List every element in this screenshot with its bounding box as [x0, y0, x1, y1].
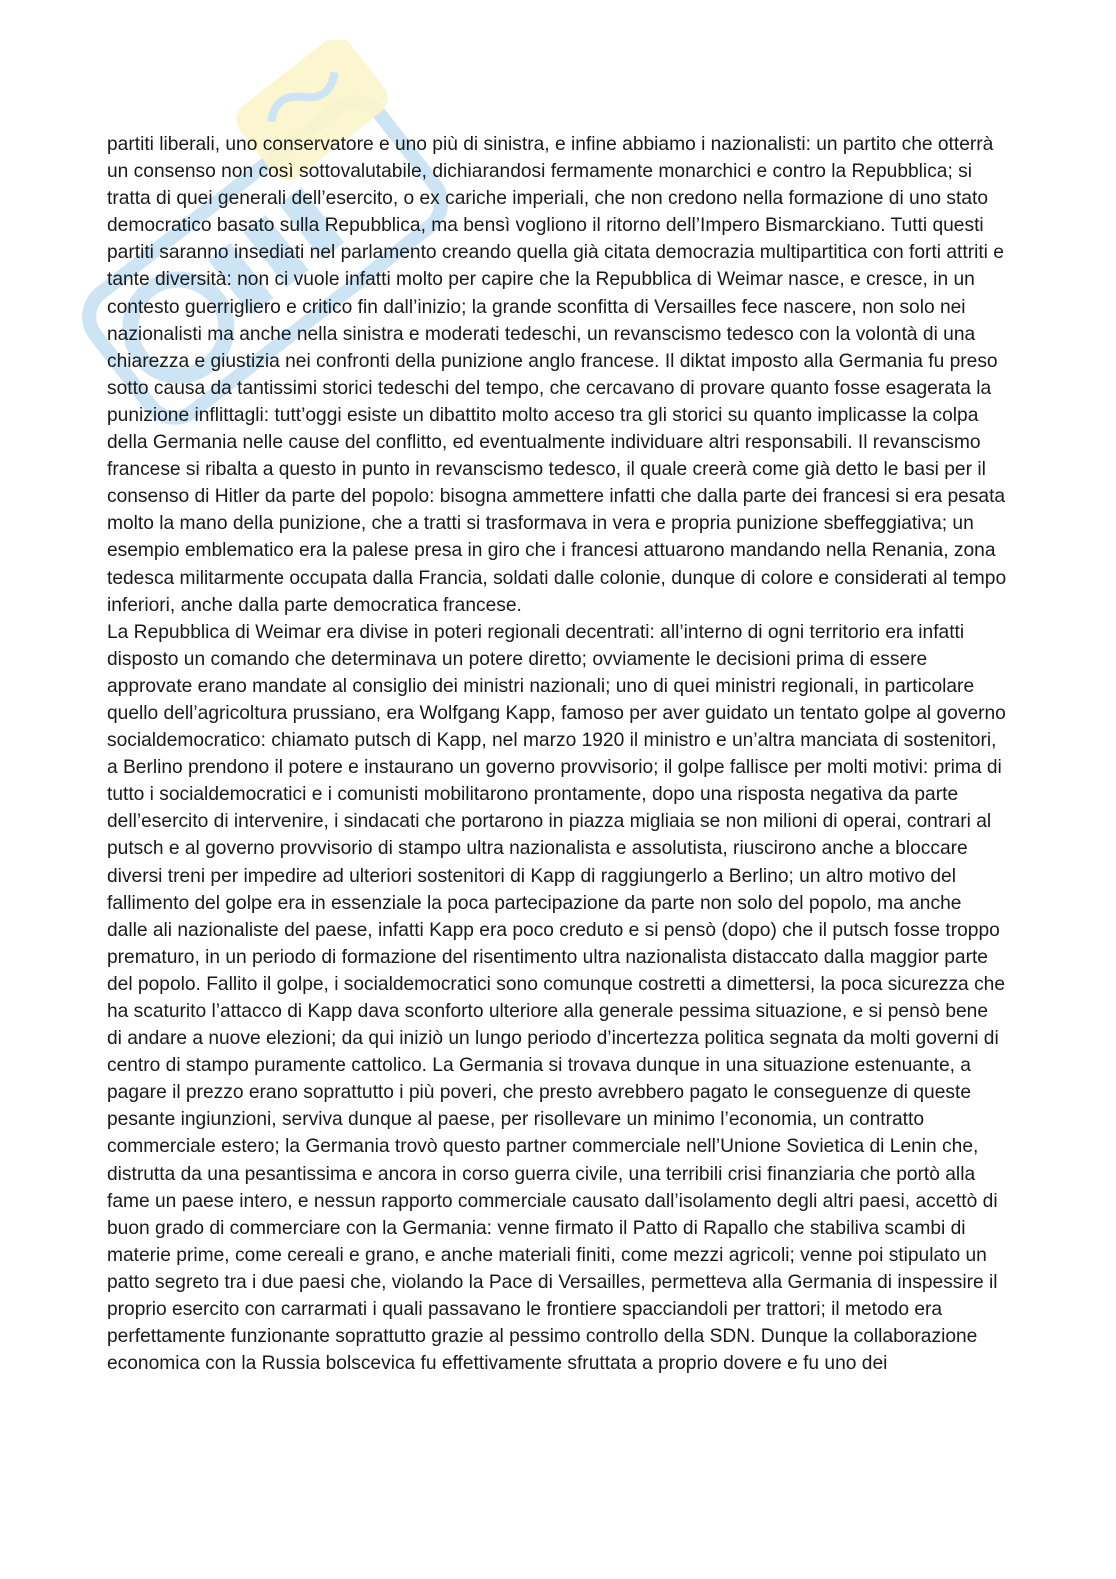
paragraph: La Repubblica di Weimar era divise in poteri regionali decentrati: all’interno di ogni territorio era infatti disposto un comando che determinava un potere diretto; ovviamente le decisioni prima di essere approvate erano mandate al consiglio dei ministri nazionali; uno di quei ministri regionali, in particolare quello dell’agricoltura prussiano, era Wolfgang Kapp, famoso per aver guidato un tentato golpe al governo socialdemocratico: chiamato putsch di Kapp, nel marzo 1920 il ministro e un’altra manciata di sostenitori, a Berlino prendono il potere e instaurano un governo provvisorio; il golpe fallisce per molti motivi: prima di tutto i socialdemocratici e i comunisti mobilitarono prontamente, dopo una risposta negativa da parte dell’esercito di intervenire, i sindacati che portarono in piazza migliaia se non milioni di operai, contrari al putsch e al governo provvisorio di stampo ultra nazionalista e assolutista, riuscirono anche a bloccare diversi treni per impedire ad ulteriori sostenitori di Kapp di raggiungerlo a Berlino; un altro motivo del fallimento del golpe era in essenziale la poca partecipazione da parte non solo del popolo, ma anche dalle ali nazionaliste del paese, infatti Kapp era poco creduto e si pensò (dopo) che il putsch fosse troppo prematuro, in un periodo di formazione del risentimento ultra nazionalista distaccato dalla maggior parte del popolo. Fallito il golpe, i socialdemocratici sono comunque costretti a dimettersi, la poca sicurezza che ha scaturito l’attacco di Kapp dava sconforto ulteriore alla generale pessima situazione, e si pensò bene di andare a nuove elezioni; da qui iniziò un lungo periodo d’incertezza politica segnata da molti governi di centro di stampo puramente cattolico. La Germania si trovava dunque in una situazione estenuante, a pagare il prezzo erano soprattutto i più poveri, che presto avrebbero pagato le conseguenze di queste pesante ingiunzioni, serviva dunque al paese, per risollevare un minimo l’economia, un contratto commerciale estero; la Germania trovò questo partner commerciale nell’Unione Sovietica di Lenin che, distrutta da una pesantissima e ancora in corso guerra civile, una terribili crisi finanziaria che portò alla fame un paese intero, e nessun rapporto commerciale causato dall’isolamento degli altri paesi, accettò di buon grado di commerciare con la Germania: venne firmato il Patto di Rapallo che stabiliva scambi di materie prime, come cereali e grano, e anche materiali finiti, come mezzi agricoli; venne poi stipulato un patto segreto tra i due paesi che, violando la Pace di Versailles, permetteva alla Germania di inspessire il proprio esercito con carrarmati i quali passavano le frontiere spacciandoli per trattori; il metodo era perfettamente funzionante soprattutto grazie al pessimo controllo della SDN. Dunque la collaborazione economica con la Russia bolscevica fu effettivamente sfruttata a proprio dovere e fu uno dei: [107, 621, 1006, 1375]
document-text: [107, 131, 1007, 1377]
paragraph: partiti liberali, uno conservatore e uno più di sinistra, e infine abbiamo i nazionalisti: un partito che otterrà un consenso non così sottovalutabile, dichiarandosi fermamente monarchici e contro la Repubblica; si tratta di quei generali dell’esercito, o ex cariche imperiali, che non credono nella formazione di uno stato democratico basato sulla Repubblica, ma bensì vogliono il ritorno dell’Impero Bismarckiano. Tutti questi partiti saranno insediati nel parlamento creando quella già citata democrazia multipartitica con forti attriti e tante diversità: non ci vuole infatti molto per capire che la Repubblica di Weimar nasce, e cresce, in un contesto guerrigliero e critico fin dall’inizio; la grande sconfitta di Versailles fece nascere, non solo nei nazionalisti ma anche nella sinistra e moderati tedeschi, un revanscismo tedesco con la volontà di una chiarezza e giustizia nei confronti della punizione anglo francese. Il diktat imposto alla Germania fu preso sotto causa da tantissimi storici tedeschi del tempo, che cercavano di provare quanto fosse esagerata la punizione inflittagli: tutt’oggi esiste un dibattito molto acceso tra gli storici su quanto implicasse la colpa della Germania nelle cause del conflitto, ed eventualmente individuare altri responsabili. Il revanscismo francese si ribalta a questo in punto in revanscismo tedesco, il quale creerà come già detto le basi per il consenso di Hitler da parte del popolo: bisogna ammettere infatti che dalla parte dei francesi si era pesata molto la mano della punizione, che a tratti si trasformava in vera e propria punizione sbeffeggiativa; un esempio emblematico era la palese presa in giro che i francesi attuarono mandando nella Renania, zona tedesca militarmente occupata dalla Francia, soldati dalle colonie, dunque di colore e considerati al tempo inferiori, anche dalla parte democratica francese.: [107, 134, 1007, 616]
